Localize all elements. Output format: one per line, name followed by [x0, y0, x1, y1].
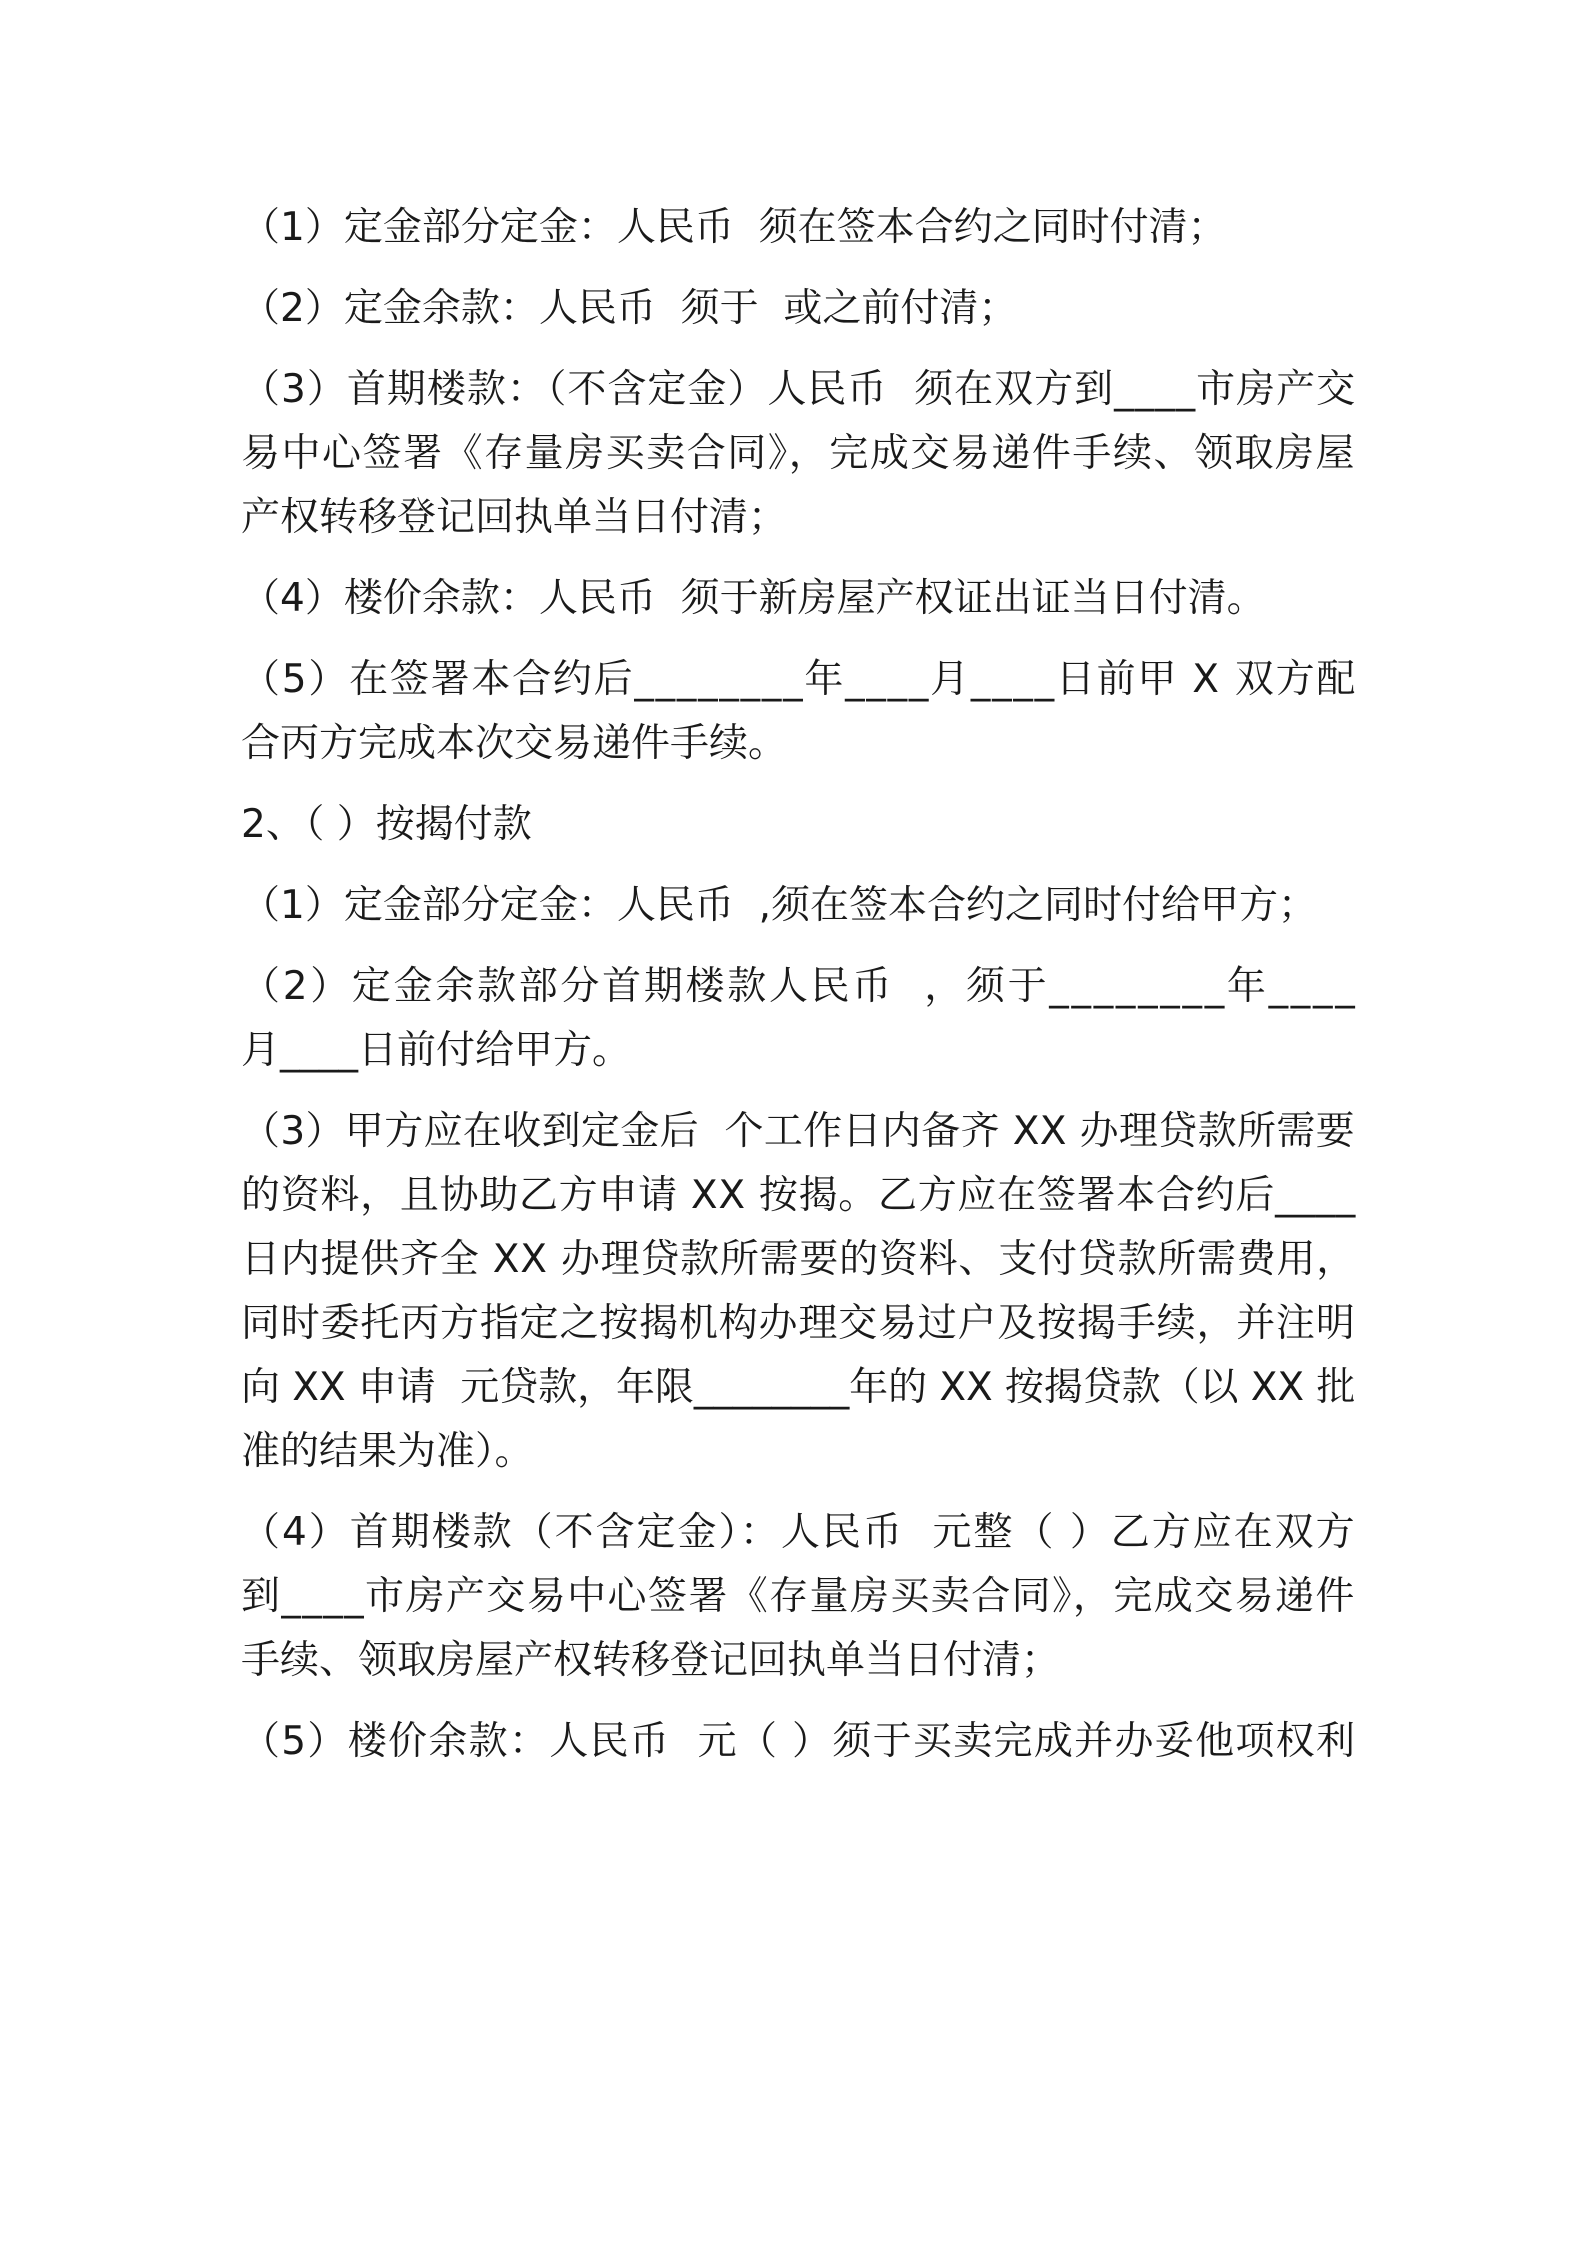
text-line: 向 XX 申请 元贷款，年限________年的 XX 按揭贷款（以 XX 批	[241, 1365, 1356, 1410]
text-line: 月____日前付给甲方。	[241, 1028, 632, 1073]
text-line: （4）楼价余款：人民币 须于新房屋产权证出证当日付清。	[241, 576, 1266, 621]
paragraph-m1-deposit	[241, 874, 1355, 938]
text-line: 准的结果为准）。	[241, 1429, 534, 1474]
text-line: 易中心签署《存量房买卖合同》，完成交易递件手续、领取房屋	[241, 431, 1357, 476]
paragraph-1-deposit	[241, 196, 1355, 260]
text-line: （5）在签署本合约后________年____月____日前甲 X 双方配	[241, 657, 1358, 702]
text-line: （3）甲方应在收到定金后 个工作日内备齐 XX 办理贷款所需要	[241, 1109, 1356, 1154]
text-line: （4）首期楼款（不含定金）：人民币 元整（ ）乙方应在双方	[241, 1510, 1357, 1555]
paragraph-m5-price-balance	[241, 1710, 1355, 1774]
paragraph-5-deadline	[241, 648, 1358, 776]
text-line: 到____市房产交易中心签署《存量房买卖合同》，完成交易递件	[241, 1574, 1356, 1619]
text-line: 的资料，且协助乙方申请 XX 按揭。乙方应在签署本合约后____	[241, 1173, 1356, 1218]
section-heading-mortgage	[241, 793, 1355, 857]
text-line: 日内提供齐全 XX 办理贷款所需要的资料、支付贷款所需费用，	[241, 1237, 1357, 1282]
document-body	[241, 196, 1358, 1791]
text-line: （1）定金部分定金：人民币 须在签本合约之同时付清；	[241, 205, 1227, 250]
text-line: （5）楼价余款：人民币 元（ ）须于买卖完成并办妥他项权利	[241, 1719, 1357, 1764]
text-line: （1）定金部分定金：人民币 ,须在签本合约之同时付给甲方；	[241, 883, 1318, 928]
paragraph-2-deposit-balance	[241, 277, 1355, 341]
text-line: 产权转移登记回执单当日付清；	[241, 495, 788, 540]
text-line: 手续、领取房屋产权转移登记回执单当日付清；	[241, 1638, 1061, 1683]
text-line: （2）定金余款：人民币 须于 或之前付清；	[241, 286, 1018, 331]
paragraph-m3-loan-documents	[241, 1100, 1355, 1484]
text-line: （2）定金余款部分首期楼款人民币 ，须于________年____	[241, 964, 1358, 1009]
paragraph-4-price-balance	[241, 567, 1355, 631]
paragraph-m4-first-payment	[241, 1501, 1355, 1693]
text-line: 2、（ ）按揭付款	[241, 802, 532, 847]
paragraph-3-first-payment	[241, 358, 1355, 550]
text-line: 合丙方完成本次交易递件手续。	[241, 721, 788, 766]
paragraph-m2-deposit-balance	[241, 955, 1358, 1083]
text-line: （3）首期楼款：（不含定金）人民币 须在双方到____市房产交	[241, 367, 1357, 412]
text-line: 同时委托丙方指定之按揭机构办理交易过户及按揭手续，并注明	[241, 1301, 1356, 1346]
